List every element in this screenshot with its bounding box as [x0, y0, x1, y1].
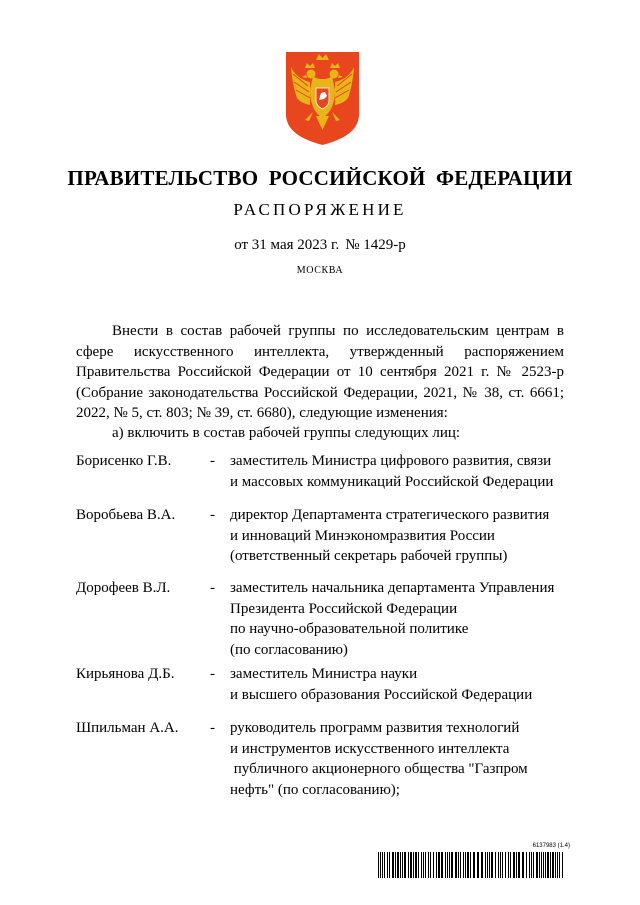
document-number: № 1429-р	[345, 237, 406, 253]
title-line: руководитель программ развития технологий	[230, 720, 520, 736]
person-name: Дорофеев В.Л.	[76, 580, 171, 596]
title-line: и высшего образования Российской Федерации	[230, 686, 533, 703]
person-name: Шпильман А.А.	[76, 720, 179, 736]
person-title	[230, 505, 576, 567]
dash: -	[210, 666, 215, 682]
person-title	[230, 664, 576, 705]
title-line: Президента Российской Федерации	[230, 600, 458, 617]
title-line: и инструментов искусственного интеллекта	[230, 740, 510, 757]
intro-paragraph: Внести в состав рабочей группы по исследовательским центрам в сфере искусственного интеллекта, утвержденный распоряжением Правительства Российской Федерации от 10 сентября 2021 г. № 2523-р (Собрание законодательства Российской Федерации, 2021, № 38, ст. 6661; 2022, № 5, ст. 803; № 39, ст. 6680), следующие изменения:	[76, 323, 564, 421]
title-line: публичного акционерного общества "Газпром	[230, 761, 528, 777]
person-title	[230, 451, 576, 492]
list-intro-paragraph: а) включить в состав рабочей группы следующих лиц:	[112, 425, 461, 441]
dash: -	[210, 507, 215, 523]
person-name: Кирьянова Д.Б.	[76, 666, 175, 682]
title-line: (по согласованию)	[230, 641, 348, 658]
title-line: по научно-образовательной политике	[230, 621, 469, 637]
barcode-number: 6137983 (1.4)	[532, 843, 570, 849]
barcode-icon	[378, 852, 564, 878]
government-title: ПРАВИТЕЛЬСТВО РОССИЙСКОЙ ФЕДЕРАЦИИ	[67, 166, 573, 190]
dash: -	[210, 580, 215, 596]
document-city: МОСКВА	[296, 265, 344, 276]
dash: -	[210, 453, 215, 469]
document-date: от 31 мая 2023 г.	[234, 237, 340, 253]
title-line: и массовых коммуникаций Российской Федерации	[230, 473, 554, 490]
title-line: заместитель Министра цифрового развития, связи	[230, 453, 552, 469]
title-line: (ответственный секретарь рабочей группы)	[230, 548, 508, 564]
dash: -	[210, 720, 215, 736]
person-title	[230, 578, 576, 660]
person-name: Воробьева В.А.	[76, 507, 176, 523]
title-line: заместитель начальника департамента Управления	[230, 580, 555, 596]
person-title	[230, 718, 576, 800]
title-line: и инноваций Минэкономразвития России	[230, 527, 495, 544]
document-type: РАСПОРЯЖЕНИЕ	[233, 200, 407, 219]
title-line: заместитель Министра науки	[230, 666, 418, 682]
person-name: Борисенко Г.В.	[76, 453, 172, 469]
title-line: нефть" (по согласованию);	[230, 781, 400, 798]
coat-of-arms-icon	[283, 50, 362, 146]
title-line: директор Департамента стратегического развития	[230, 507, 550, 523]
document-date-line	[0, 237, 640, 254]
